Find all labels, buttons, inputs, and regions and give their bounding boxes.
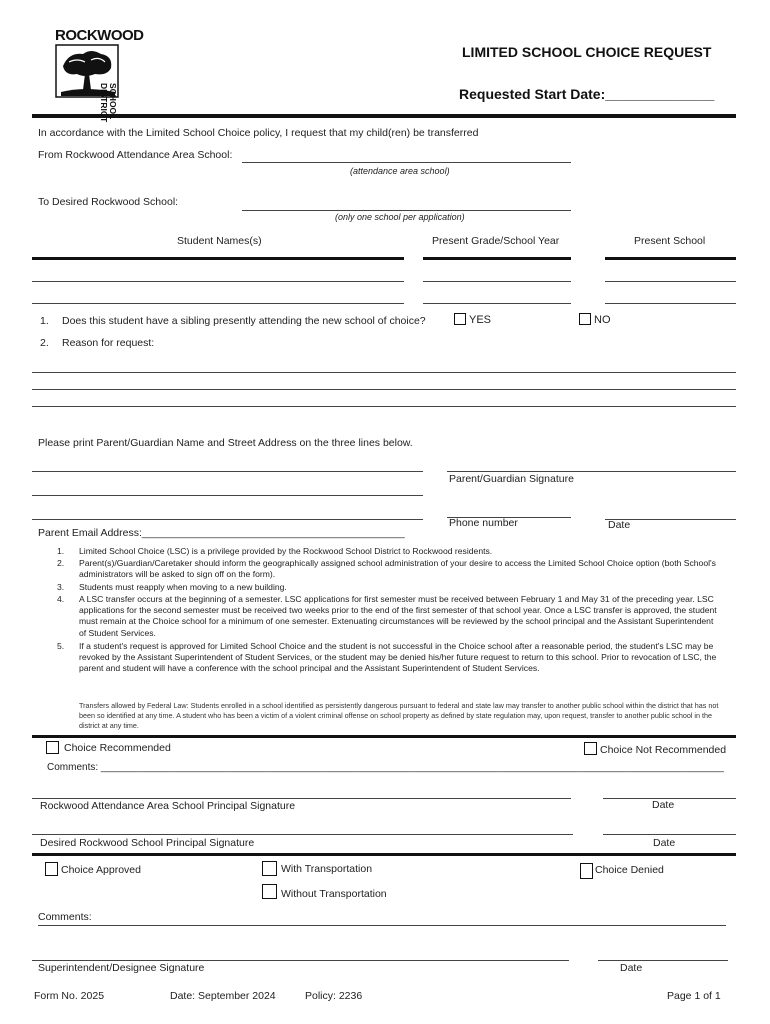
area-principal-signature-label: Rockwood Attendance Area School Principal Signature <box>40 800 296 812</box>
to-school-hint: (only one school per application) <box>335 212 465 222</box>
note-5: If a student's request is approved for Limited School Choice and the student is not successful in the Choice school after a reasonable period, the student's LSC may be revoked by the Assistant Superintendent of Student Services, or the student may be denied his/her future request to return to this school. Prior to revocation of LSC, the parent and student will have a conference with the school principal and the Assistant Superintendent of Student Services. <box>79 641 717 674</box>
choice-approved-label: Choice Approved <box>61 864 141 876</box>
attendance-school-hint: (attendance area school) <box>350 166 450 176</box>
principal-comments-field[interactable]: Comments: ________________________________________________________________________________________________________________ <box>47 762 724 773</box>
district-comments-line[interactable] <box>38 925 726 926</box>
to-school-line[interactable] <box>242 210 571 211</box>
form-title: LIMITED SCHOOL CHOICE REQUEST <box>462 44 712 60</box>
note-4-number: 4. <box>57 594 65 604</box>
parent-address-line-2[interactable] <box>32 495 423 496</box>
without-transportation-label: Without Transportation <box>281 888 387 900</box>
parent-print-label: Please print Parent/Guardian Name and Street Address on the three lines below. <box>38 437 413 449</box>
header-rule <box>32 114 736 118</box>
grade-line-1[interactable] <box>423 281 571 282</box>
from-school-line[interactable] <box>242 162 571 163</box>
student-names-rule <box>32 257 404 260</box>
phone-label: Phone number <box>449 517 518 529</box>
note-3: Students must reapply when moving to a new building. <box>79 582 287 592</box>
note-2: Parent(s)/Guardian/Caretaker should inform the geographically assigned school administration of your desire to access the Limited School Choice option (both School's administrators will be asked to sign off on the form). <box>79 558 716 580</box>
area-principal-signature-line[interactable] <box>32 798 571 799</box>
logo-side-text: SCHOOL DISTRICT <box>99 83 118 123</box>
reason-line-3[interactable] <box>32 406 736 407</box>
principal-section-rule <box>32 735 736 738</box>
col-student-names: Student Names(s) <box>177 235 262 247</box>
district-section-rule <box>32 853 736 856</box>
sibling-no-checkbox[interactable] <box>579 313 591 325</box>
desired-principal-date-label: Date <box>653 837 676 849</box>
form-number: Form No. 2025 <box>34 990 105 1002</box>
note-1: Limited School Choice (LSC) is a privilege provided by the Rockwood School District to Rockwood residents. <box>79 546 493 556</box>
note-4: A LSC transfer occurs at the beginning of a semester. LSC applications for first semester must be received between February 1 and May 31 of the preceding year. LSC applications for the second semester must be received two weeks prior to the end of the first semester of that school year. Once a LSC transfer is approved, the student must remain at the Choice school for a minimum of one semester. Extenuating circumstances will be reviewed by the school principal and the Assistant Superintendent of Student Services. <box>79 594 717 638</box>
policy-number: Policy: 2236 <box>305 990 363 1002</box>
parent-signature-label: Parent/Guardian Signature <box>449 473 574 485</box>
superintendent-signature-line[interactable] <box>32 960 569 961</box>
parent-date-label: Date <box>608 519 631 531</box>
sibling-no-label: NO <box>594 314 611 326</box>
federal-law-note: Transfers allowed by Federal Law: Students enrolled in a school identified as persistently dangerous pursuant to federal and state law may transfer to another public school within the district that has not been so identified at any time. A student who has been a victim of a violent criminal offense on school property as defined by state regulation may, upon request, transfer to another public school in the district at any time. <box>79 701 719 730</box>
q1-text: Does this student have a sibling presently attending the new school of choice? <box>62 315 426 327</box>
superintendent-date-line[interactable] <box>598 960 728 961</box>
parent-email-field[interactable]: Parent Email Address:_____________________________________________ <box>38 527 405 539</box>
logo-name: ROCKWOOD <box>55 27 144 44</box>
district-comments-label: Comments: <box>38 911 92 923</box>
desired-principal-date-line[interactable] <box>603 834 736 835</box>
school-line-1[interactable] <box>605 281 736 282</box>
col-present-school: Present School <box>634 235 706 247</box>
q2-number: 2. <box>40 337 49 349</box>
q1-number: 1. <box>40 315 49 327</box>
superintendent-signature-label: Superintendent/Designee Signature <box>38 962 205 974</box>
grade-line-2[interactable] <box>423 303 571 304</box>
to-school-label: To Desired Rockwood School: <box>38 196 179 208</box>
grade-rule <box>423 257 571 260</box>
from-school-label: From Rockwood Attendance Area School: <box>38 149 233 161</box>
desired-principal-signature-line[interactable] <box>32 834 573 835</box>
intro-text: In accordance with the Limited School Choice policy, I request that my child(ren) be transferred <box>38 127 479 139</box>
page-number: Page 1 of 1 <box>667 990 721 1002</box>
note-2-number: 2. <box>57 558 65 568</box>
student-name-line-2[interactable] <box>32 303 404 304</box>
note-5-number: 5. <box>57 641 65 651</box>
parent-address-line-3[interactable] <box>32 519 423 520</box>
student-name-line-1[interactable] <box>32 281 404 282</box>
school-line-2[interactable] <box>605 303 736 304</box>
choice-denied-checkbox[interactable] <box>580 863 593 879</box>
reason-line-2[interactable] <box>32 389 736 390</box>
note-3-number: 3. <box>57 582 65 592</box>
note-1-number: 1. <box>57 546 65 556</box>
q2-text: Reason for request: <box>62 337 155 349</box>
choice-recommended-label: Choice Recommended <box>64 742 171 754</box>
form-date: Date: September 2024 <box>170 990 276 1002</box>
desired-principal-signature-label: Desired Rockwood School Principal Signature <box>40 837 255 849</box>
parent-address-line-1[interactable] <box>32 471 423 472</box>
choice-not-recommended-checkbox[interactable] <box>584 742 597 755</box>
reason-line-1[interactable] <box>32 372 736 373</box>
choice-approved-checkbox[interactable] <box>45 862 58 876</box>
parent-signature-line[interactable] <box>447 471 736 472</box>
without-transportation-checkbox[interactable] <box>262 884 277 899</box>
col-grade: Present Grade/School Year <box>432 235 560 247</box>
district-logo <box>55 27 145 123</box>
requested-start-date[interactable]: Requested Start Date:______________ <box>459 86 715 102</box>
superintendent-date-label: Date <box>620 962 643 974</box>
area-principal-date-label: Date <box>652 799 675 811</box>
school-rule <box>605 257 736 260</box>
with-transportation-label: With Transportation <box>281 863 373 875</box>
sibling-yes-checkbox[interactable] <box>454 313 466 325</box>
choice-not-recommended-label: Choice Not Recommended <box>600 744 727 756</box>
choice-recommended-checkbox[interactable] <box>46 741 59 754</box>
with-transportation-checkbox[interactable] <box>262 861 277 876</box>
sibling-yes-label: YES <box>469 314 492 326</box>
choice-denied-label: Choice Denied <box>595 864 664 876</box>
